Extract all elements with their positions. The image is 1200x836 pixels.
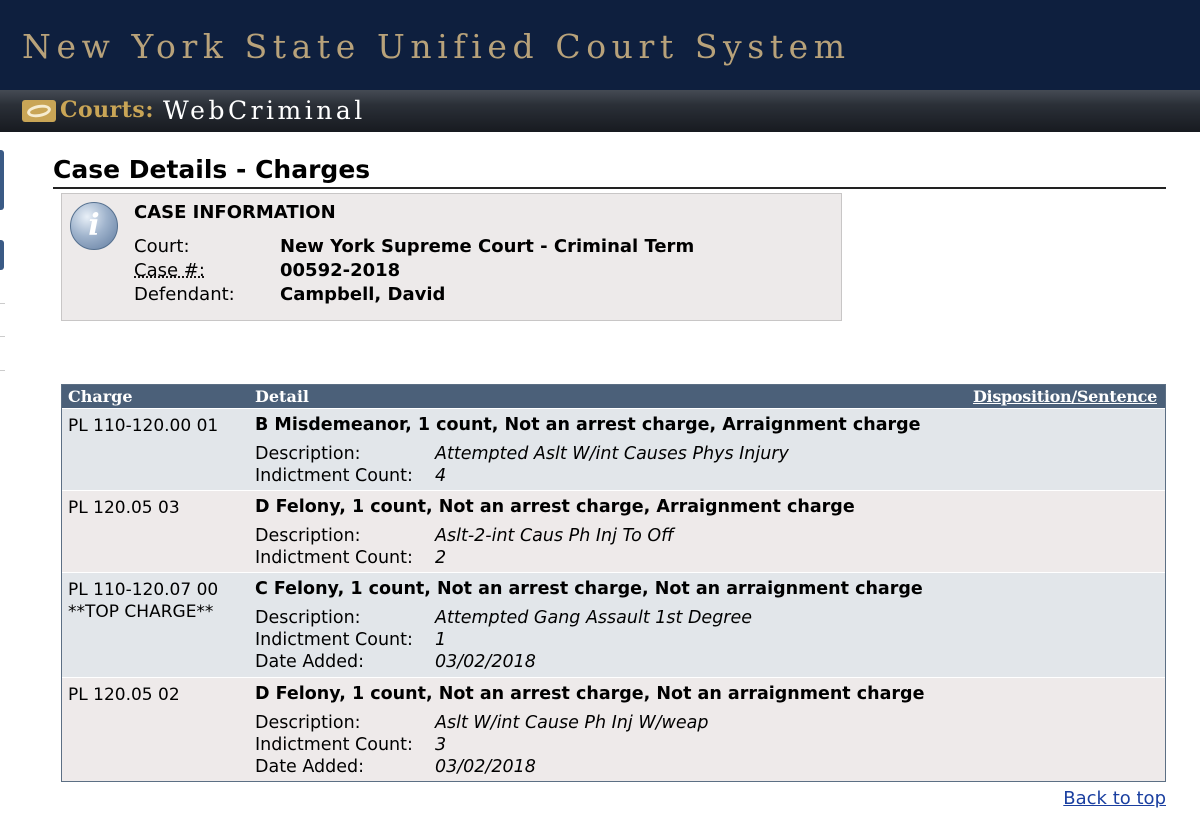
indictment-count-label: Indictment Count: [255,735,413,755]
charge-code-text: PL 110-120.07 00 [68,580,219,600]
defendant-label: Defendant: [134,284,235,305]
system-title: New York State Unified Court System [22,27,851,66]
site-banner [0,0,1200,90]
description-field [255,526,674,546]
side-tab[interactable] [0,240,4,270]
defendant-value: Campbell, David [280,284,446,305]
description-value: Aslt-2-int Caus Ph Inj To Off [435,526,674,546]
top-charge-flag: **TOP CHARGE** [68,602,214,622]
description-field [255,713,708,733]
side-tab[interactable] [0,150,4,210]
column-header-charge: Charge [68,387,133,406]
table-row [62,572,1165,677]
court-value: New York Supreme Court - Criminal Term [280,236,695,257]
back-to-top-link[interactable]: Back to top [1063,788,1166,809]
indictment-count-field [255,466,446,486]
case-info-heading: CASE INFORMATION [134,202,336,223]
indictment-count-label: Indictment Count: [255,466,413,486]
table-header [62,385,1165,408]
description-value: Attempted Aslt W/int Causes Phys Injury [435,444,789,464]
charge-summary: D Felony, 1 count, Not an arrest charge, Not an arraignment charge [255,684,925,704]
description-field [255,608,752,628]
date-added-label: Date Added: [255,757,365,777]
charge-summary: B Misdemeanor, 1 count, Not an arrest charge, Arraignment charge [255,415,921,435]
charges-table [61,384,1166,782]
description-value: Attempted Gang Assault 1st Degree [435,608,753,628]
description-label: Description: [255,526,361,546]
charge-code [68,579,218,623]
courts-logo-icon[interactable] [22,100,56,122]
defendant-row [134,284,445,305]
description-value: Aslt W/int Cause Ph Inj W/weap [435,713,709,733]
description-label: Description: [255,713,361,733]
description-label: Description: [255,608,361,628]
date-added-label: Date Added: [255,652,365,672]
charge-summary: C Felony, 1 count, Not an arrest charge, Not an arraignment charge [255,579,923,599]
description-label: Description: [255,444,361,464]
column-header-detail: Detail [255,387,309,406]
charge-summary: D Felony, 1 count, Not an arrest charge, Arraignment charge [255,497,855,517]
indictment-count-field [255,630,446,650]
case-number-label[interactable]: Case #: [134,260,205,281]
column-header-disposition-link[interactable]: Disposition/Sentence [972,387,1157,406]
date-added-field [255,757,536,777]
date-added-value: 03/02/2018 [435,652,536,672]
courts-label[interactable]: Courts: [60,97,154,123]
table-row [62,677,1165,781]
case-information-panel [61,193,842,321]
title-divider [53,187,1166,189]
info-icon: i [70,202,118,250]
court-label: Court: [134,236,190,257]
side-divider [0,370,5,371]
indictment-count-value: 3 [435,735,447,755]
case-number-row [134,260,400,281]
charge-code: PL 120.05 03 [68,498,180,518]
indictment-count-value: 1 [435,630,447,650]
indictment-count-field [255,735,446,755]
app-name[interactable]: WebCriminal [163,96,366,125]
indictment-count-value: 4 [435,466,447,486]
case-number-value: 00592-2018 [280,260,401,281]
table-row [62,490,1165,572]
date-added-value: 03/02/2018 [435,757,536,777]
charge-code: PL 120.05 02 [68,685,180,705]
indictment-count-field [255,548,446,568]
side-divider [0,336,5,337]
court-row [134,236,694,257]
side-divider [0,303,5,304]
page-title: Case Details - Charges [53,155,371,184]
indictment-count-label: Indictment Count: [255,630,413,650]
date-added-field [255,652,536,672]
description-field [255,444,789,464]
charge-code: PL 110-120.00 01 [68,416,219,436]
table-row [62,408,1165,490]
indictment-count-label: Indictment Count: [255,548,413,568]
indictment-count-value: 2 [435,548,447,568]
